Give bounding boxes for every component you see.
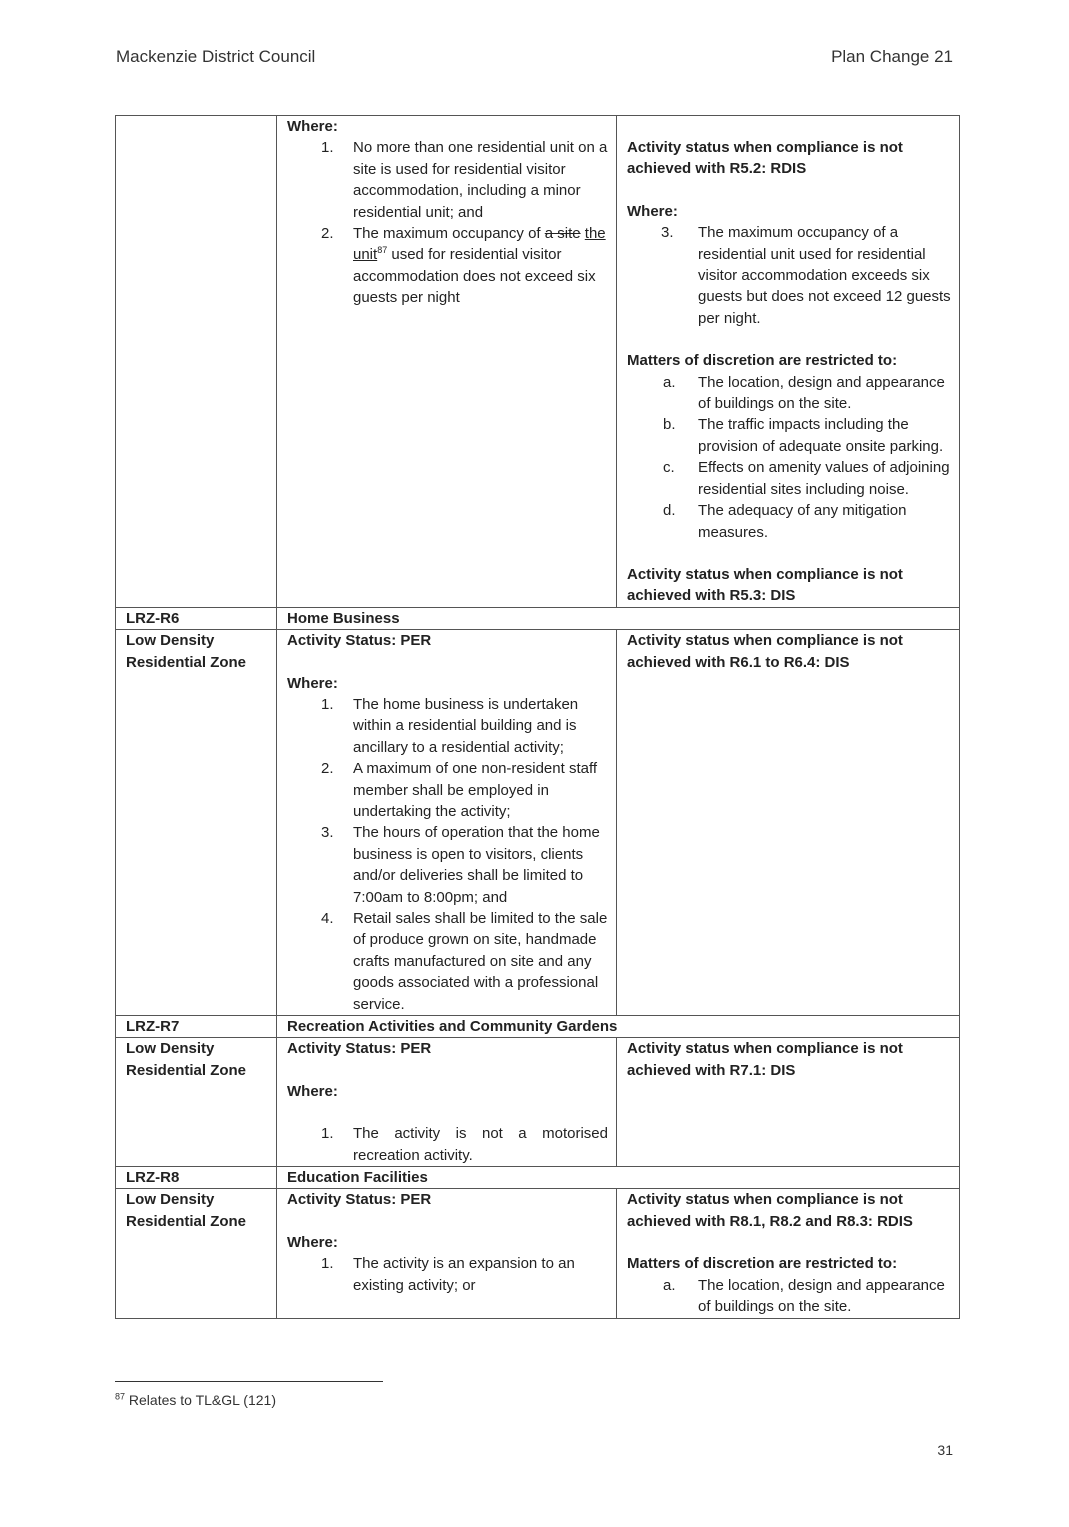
list-item [287,822,608,908]
table-row-r8-body [116,1189,960,1318]
r8-status: Activity Status: PER [287,1191,432,1209]
r8-code: LRZ-R8 [116,1167,277,1189]
list-item [627,372,951,415]
header-council-name: Mackenzie District Council [116,47,316,66]
list-letter: a. [663,1276,676,1294]
r8-matters-list [627,1275,951,1318]
deleted-text: a site [544,225,581,243]
header-plan-change: Plan Change 21 [831,47,953,66]
table-row-r7-body [116,1038,960,1167]
r5-zone-cell [116,116,277,608]
r6-zone: Low Density Residential Zone [116,630,277,1016]
footnote-separator [115,1381,383,1382]
list-text: The traffic impacts including the provision of adequate onsite parking. [698,416,944,455]
r7-title: Recreation Activities and Community Gardens [277,1016,960,1038]
r5-discretion-heading: Matters of discretion are restricted to: [627,352,898,370]
list-text: recreation activity. [353,1146,473,1164]
list-item [287,694,608,758]
list-number: 1. [321,1255,334,1273]
r6-where-label: Where: [287,674,338,692]
r5-where-label: Where: [287,118,338,135]
list-text: The maximum occupancy of [353,225,545,243]
list-text: The adequacy of any mitigation measures. [698,502,907,541]
list-text: The activity is not a motorised [353,1125,608,1143]
list-text: Effects on amenity values of adjoining residential sites including noise. [698,459,950,498]
list-item [627,1275,951,1318]
footnote-text: Relates to TL&GL (121) [128,1392,276,1408]
r7-noncompliance: Activity status when compliance is not achieved with R7.1: DIS [617,1038,960,1167]
r8-discretion-heading: Matters of discretion are restricted to: [627,1255,898,1273]
r8-zone: Low Density Residential Zone [116,1189,277,1318]
list-number: 1. [321,695,334,713]
r7-zone: Low Density Residential Zone [116,1038,277,1167]
list-text: The hours of operation that the home business is open to visitors, clients and/or deliveries shall be limited to 7:00am to 8:00pm; and [353,824,600,906]
r5-conditions-cell [277,116,617,608]
table-row-r6-body [116,630,960,1016]
table-row-r7-heading [116,1016,960,1038]
list-item [287,908,608,1015]
list-text: The location, design and appearance of buildings on the site. [698,373,945,413]
r7-code: LRZ-R7 [116,1016,277,1038]
list-number: 2. [321,225,334,243]
list-text: The maximum occupancy of a residential unit used for residential visitor accommodation exceeds six guests but does not exceed 12 guests per night. [698,224,951,327]
footnote [115,1392,276,1408]
list-number: 3. [661,224,674,242]
r8-conditions-cell [277,1189,617,1318]
r6-conditions-cell [277,630,617,1016]
r5-matters-list [627,372,951,543]
r5-status-r52: Activity status when compliance is not achieved with R5.2: RDIS [627,139,903,178]
r8-where-label: Where: [287,1233,338,1251]
list-text: A maximum of one non-resident staff member shall be employed in undertaking the activity; [353,760,598,820]
list-item [287,758,608,822]
list-item [287,137,608,223]
list-text: Retail sales shall be limited to the sale of produce grown on site, handmade crafts manufactured on site and any goods associated with a professional service. [353,910,608,1013]
r7-where-label: Where: [287,1082,338,1100]
r5-conditions-list [287,137,608,308]
footnote-number: 87 [115,1391,126,1402]
r5-item3-list [627,222,951,329]
list-item [627,222,951,329]
r6-code: LRZ-R6 [116,607,277,629]
r6-status: Activity Status: PER [287,632,432,650]
list-text: The home business is undertaken within a residential building and is ancillary to a residential activity; [353,695,579,756]
list-text: The activity is an expansion to an existing activity; or [353,1255,575,1294]
table-row-r6-heading [116,607,960,629]
inserted-text: the unit [353,225,606,264]
list-number: 3. [321,824,334,842]
table-row-r8-heading [116,1167,960,1189]
r5-status-cell [617,116,960,608]
r7-conditions-list [287,1123,608,1166]
list-item [627,457,951,500]
r8-conditions-list [287,1253,608,1296]
rules-table [115,115,960,1319]
r6-noncompliance: Activity status when compliance is not achieved with R6.1 to R6.4: DIS [617,630,960,1016]
list-item [627,500,951,543]
list-item [287,1253,608,1296]
list-text: The location, design and appearance of buildings on the site. [698,1276,945,1316]
list-letter: b. [663,416,676,434]
list-item [287,1123,608,1166]
list-letter: d. [663,502,676,520]
r5-status-r53: Activity status when compliance is not achieved with R5.3: DIS [627,565,903,605]
list-letter: a. [663,373,676,391]
r6-title: Home Business [277,607,960,629]
list-number: 1. [321,1125,334,1143]
list-text: No more than one residential unit on a site is used for residential visitor accommodation, including a minor residential unit; and [353,139,608,221]
r7-status: Activity Status: PER [287,1040,432,1058]
r8-status-cell [617,1189,960,1318]
footnote-ref: 87 [377,245,388,256]
r8-title: Education Facilities [277,1167,960,1189]
list-letter: c. [663,459,675,477]
list-number: 2. [321,760,334,778]
r6-conditions-list [287,694,608,1015]
r7-conditions-cell [277,1038,617,1167]
page-number: 31 [937,1442,953,1458]
list-number: 4. [321,910,334,927]
list-item [287,223,608,309]
list-item [627,414,951,457]
list-number: 1. [321,139,334,157]
r8-noncompliance: Activity status when compliance is not achieved with R8.1, R8.2 and R8.3: RDIS [627,1191,913,1230]
table-row-r5-continued [116,116,960,608]
r5-where-label-3: Where: [627,202,678,220]
list-text: used for residential visitor accommodation does not exceed six guests per night [353,246,596,307]
